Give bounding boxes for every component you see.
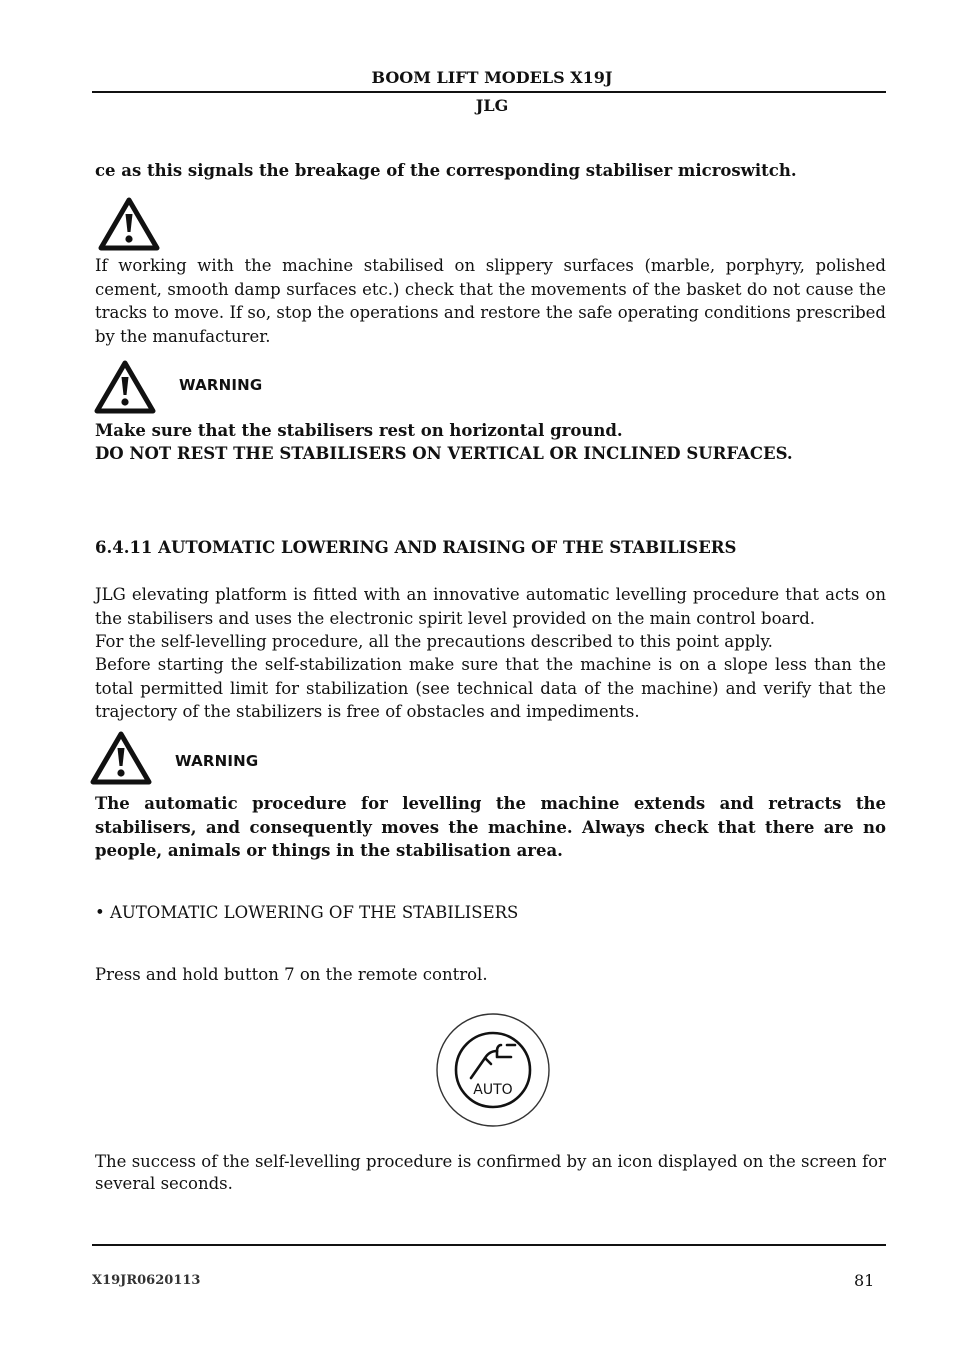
bullet-item: • AUTOMATIC LOWERING OF THE STABILISERS xyxy=(95,903,519,922)
warning-label: WARNING xyxy=(175,752,259,770)
intro-paragraph-3: Before starting the self-stabilization make sure that the machine is on a slope less than the total permitted limit for stabilization (see technical data of the machine) and verify that the trajectory of the stabilizers is free of obstacles and impediments. xyxy=(95,655,886,721)
page-number: 81 xyxy=(854,1271,875,1290)
confirmation-text: The success of the self-levelling procedure is confirmed by an icon displayed on the screen for several seconds. xyxy=(95,1152,886,1193)
warning-triangle-icon xyxy=(90,731,152,785)
header-subtitle: JLG xyxy=(475,96,509,115)
warning-triangle-icon xyxy=(98,197,160,251)
intro-paragraph-1: JLG elevating platform is fitted with an innovative automatic levelling procedure that acts on the stabilisers and uses the electronic spirit level provided on the main control board. xyxy=(95,585,886,628)
caution-paragraph: If working with the machine stabilised on slippery surfaces (marble, porphyry, polished cement, smooth damp surfaces etc.) check that the movements of the basket do not cause the tracks to move. If so, stop the operations and restore the safe operating conditions prescribed by the manufacturer. xyxy=(95,256,886,346)
warning1-line1: Make sure that the stabilisers rest on horizontal ground. xyxy=(95,421,623,440)
warning1-line2: DO NOT REST THE STABILISERS ON VERTICAL OR INCLINED SURFACES. xyxy=(95,444,793,463)
warning-triangle-icon xyxy=(94,360,156,414)
warning-label: WARNING xyxy=(179,376,263,394)
header-title: BOOM LIFT MODELS X19J xyxy=(371,68,613,87)
warning2-text: The automatic procedure for levelling the machine extends and retracts the stabilisers, and consequently moves the machine. Always check that there are no people, animals or things in the stabilisation area. xyxy=(95,794,886,860)
auto-level-icon xyxy=(435,1012,551,1128)
footer-rule xyxy=(92,1244,886,1246)
intro-paragraph-2: For the self-levelling procedure, all the precautions described to this point apply. xyxy=(95,632,773,651)
document-code: X19JR0620113 xyxy=(92,1273,201,1288)
auto-stabilise-button xyxy=(435,1012,551,1128)
continued-line: ce as this signals the breakage of the corresponding stabiliser microswitch. xyxy=(95,161,797,180)
instruction-text: Press and hold button 7 on the remote control. xyxy=(95,965,488,984)
auto-button-label: AUTO xyxy=(473,1082,513,1098)
header-rule xyxy=(92,91,886,93)
section-heading: 6.4.11 AUTOMATIC LOWERING AND RAISING OF THE STABILISERS xyxy=(95,538,737,557)
